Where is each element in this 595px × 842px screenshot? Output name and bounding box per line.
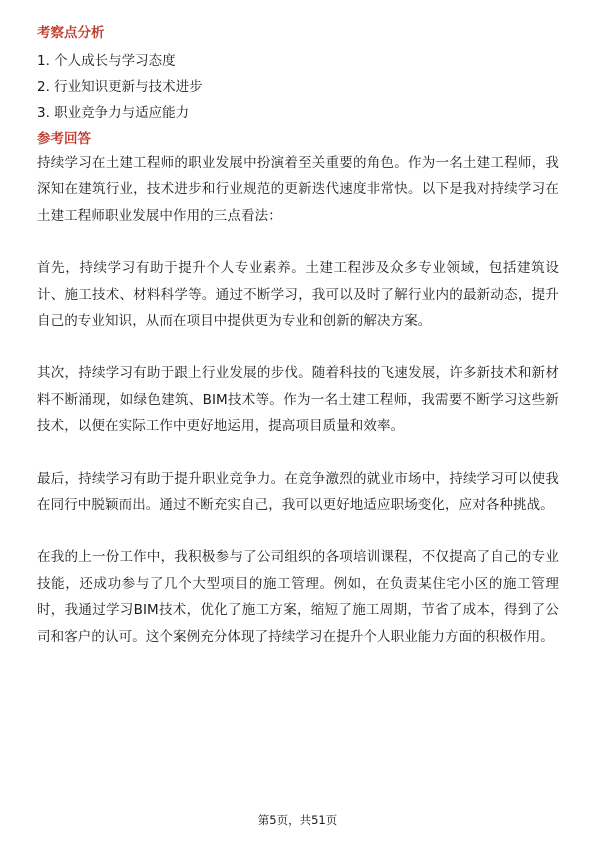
analysis-points-list xyxy=(37,48,559,126)
answer-paragraph-last: 最后，持续学习有助于提升职业竞争力。在竞争激烈的就业市场中，持续学习可以使我在同行中脱颖而出。通过不断充实自己，我可以更好地适应职场变化，应对各种挑战。 xyxy=(37,470,559,514)
answer-paragraph-second: 其次，持续学习有助于跟上行业发展的步伐。随着科技的飞速发展，许多新技术和新材料不断涌现，如绿色建筑、BIM技术等。作为一名土建工程师，我需要不断学习这些新技术，以便在实际工作中更好地运用，提高项目质量和效率。 xyxy=(37,365,559,435)
answer-paragraph-intro: 持续学习在土建工程师的职业发展中扮演着至关重要的角色。作为一名土建工程师，我深知在建筑行业，技术进步和行业规范的更新迭代速度非常快。以下是我对持续学习在土建工程师职业发展中作用的三点看法： xyxy=(37,155,559,224)
analysis-heading: 考察点分析 xyxy=(37,25,105,41)
analysis-point: 3. 职业竞争力与适应能力 xyxy=(37,105,190,121)
analysis-point: 2. 行业知识更新与技术进步 xyxy=(37,79,203,95)
page-number-footer: 第5页，共51页 xyxy=(257,813,338,827)
answer-body xyxy=(37,150,559,650)
answer-paragraph-first: 首先，持续学习有助于提升个人专业素养。土建工程涉及众多专业领域，包括建筑设计、施工技术、材料科学等。通过不断学习，我可以及时了解行业内的最新动态，提升自己的专业知识，从而在项目中提供更为专业和创新的解决方案。 xyxy=(37,260,559,330)
analysis-point: 1. 个人成长与学习态度 xyxy=(37,53,176,69)
page-content xyxy=(37,22,559,650)
answer-paragraph-example: 在我的上一份工作中，我积极参与了公司组织的各项培训课程，不仅提高了自己的专业技能，还成功参与了几个大型项目的施工管理。例如，在负责某住宅小区的施工管理时，我通过学习BIM技术，优化了施工方案，缩短了施工周期，节省了成本，得到了公司和客户的认可。这个案例充分体现了持续学习在提升个人职业能力方面的积极作用。 xyxy=(37,549,559,645)
answer-heading: 参考回答 xyxy=(37,131,91,147)
